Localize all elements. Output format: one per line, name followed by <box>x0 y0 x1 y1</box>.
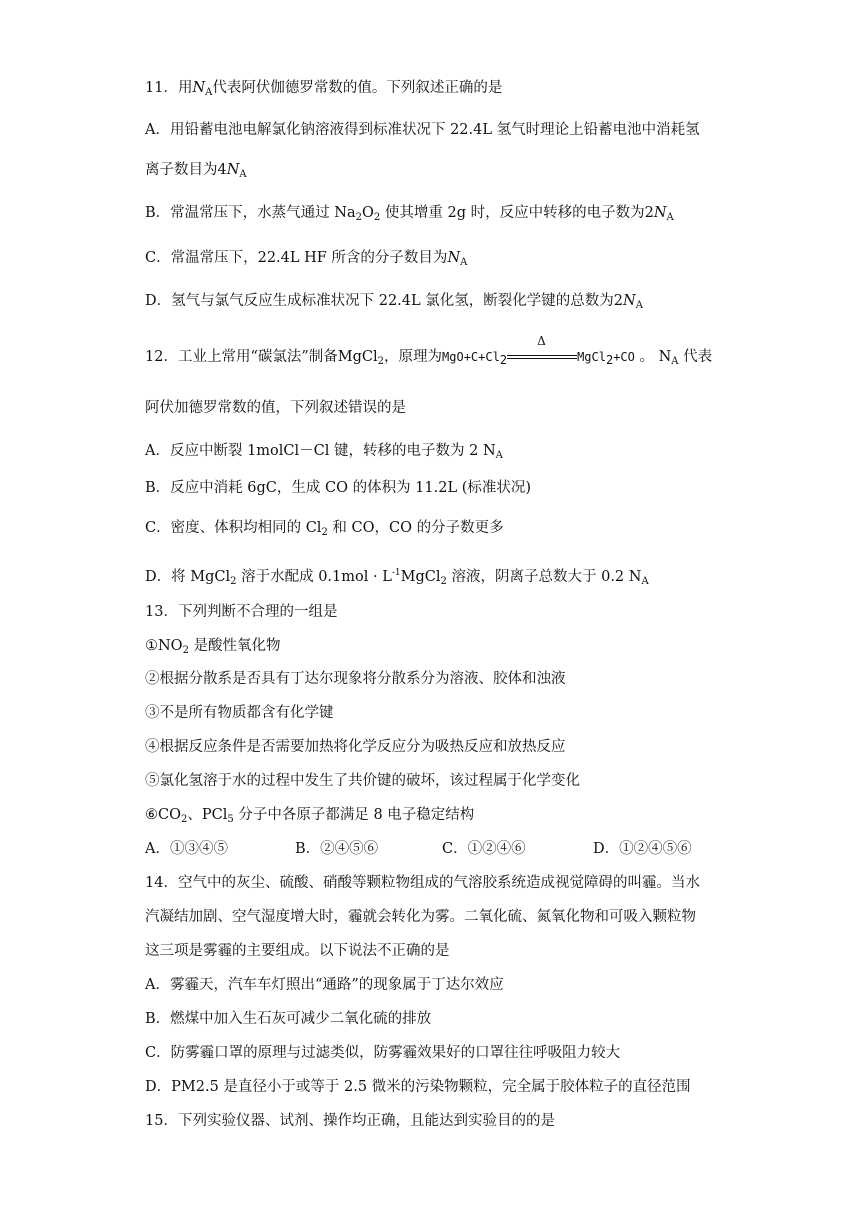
q11-c-text: C．常温常压下，22.4L HF 所含的分子数目为 <box>145 250 448 266</box>
q14-stem-line1: 14．空气中的灰尘、硫酸、硝酸等颗粒物组成的气溶胶系统造成视觉障碍的叫霾。当水 <box>145 875 700 891</box>
q13-choice-c: C．①②④⑥ <box>442 841 526 857</box>
q12-d-text3: MgCl <box>400 569 441 585</box>
q11-b-text2: O <box>361 205 374 221</box>
q12-option-c <box>145 518 504 543</box>
q15-stem: 15．下列实验仪器、试剂、操作均正确，且能达到实验目的的是 <box>145 1113 555 1129</box>
q11-stem-prefix: 11．用 <box>145 80 193 96</box>
q12-eq-bar-top <box>507 355 577 356</box>
q12-eq-right2: +CO <box>613 350 635 364</box>
q12-option-d <box>145 563 649 592</box>
q12-eq-bar-bottom <box>507 358 577 359</box>
q11-b-n: N <box>653 205 667 221</box>
q12-eq-right: MgCl <box>577 350 606 364</box>
q14-option-c: C．防雾霾口罩的原理与过滤类似，防雾霾效果好的口罩往往呼吸阻力较大 <box>145 1045 621 1061</box>
q13-item-5: ⑤氯化氢溶于水的过程中发生了共价键的破坏，该过程属于化学变化 <box>145 773 580 789</box>
q12-d-text1: D．将 MgCl <box>145 569 231 585</box>
q13-item6-text1: ⑥CO <box>145 807 181 823</box>
q11-na-subscript: A <box>205 87 213 98</box>
q12-eq-left-sub: 2 <box>499 353 508 367</box>
q14-option-d: D．PM2.5 是直径小于或等于 2.5 微米的污染物颗粒，完全属于胶体粒子的直径范围 <box>145 1079 691 1095</box>
q13-item-1 <box>145 636 281 661</box>
q12-option-b: B．反应中消耗 6gC，生成 CO 的体积为 11.2L (标准状况) <box>145 480 532 496</box>
q12-eq-right-sub: 2 <box>605 353 614 367</box>
q12-d-text4: 溶液，阴离子总数大于 0.2 N <box>446 569 642 585</box>
q13-item6-sub1: 2 <box>180 814 188 825</box>
q11-a-text: 离子数目为 <box>145 162 218 178</box>
q11-na-symbol: N <box>192 80 206 96</box>
q13-choice-a: A．①③④⑤ <box>145 841 228 857</box>
q11-c-n: N <box>447 250 461 266</box>
q13-item6-text2: 、PCl <box>187 807 228 823</box>
q12-delta-symbol: Δ <box>537 334 546 348</box>
q12-a-text: A．反应中断裂 1molCl－Cl 键，转移的电子数为 2 N <box>145 443 496 459</box>
q12-stem-text1: 12．工业上常用“碳氯法”制备 <box>145 349 338 365</box>
q14-option-a: A．雾霾天，汽车车灯照出“通路”的现象属于丁达尔效应 <box>145 977 504 993</box>
q11-b-sub1: 2 <box>355 212 362 223</box>
q12-stem-line2: 阿伏加德罗常数的值，下列叙述错误的是 <box>145 400 406 416</box>
q11-b-coef: 2 <box>644 205 654 221</box>
q13-item1-text1: ①NO <box>145 638 183 654</box>
q12-d-text2: 溶于水配成 0.1mol · L <box>236 569 392 585</box>
q12-c-text1: C．密度、体积均相同的 Cl <box>145 520 322 536</box>
q11-d-n: N <box>623 293 636 309</box>
q11-option-d <box>145 291 643 316</box>
q12-c-text2: 和 CO，CO 的分子数更多 <box>327 520 504 536</box>
q12-c-sub: 2 <box>321 527 328 538</box>
q11-b-sub3: A <box>666 212 674 223</box>
q13-item1-text2: 是酸性氧化物 <box>188 638 281 654</box>
q12-d-sub1: 2 <box>230 576 237 587</box>
q12-d-sub2: 2 <box>440 576 447 587</box>
q13-item6-text3: 分子中各原子都满足 8 电子稳定结构 <box>233 807 475 823</box>
q13-stem: 13．下列判断不合理的一组是 <box>145 604 338 620</box>
q13-choices <box>145 839 725 859</box>
q11-c-sub: A <box>460 257 468 268</box>
q11-a-coef: 4 <box>217 162 227 178</box>
q11-d-sub: A <box>635 300 643 311</box>
q14-stem-line2: 汽凝结加剧、空气湿度增大时，霾就会转化为雾。二氧化硫、氮氧化物和可吸入颗粒物 <box>145 909 696 925</box>
q13-item-4: ④根据反应条件是否需要加热将化学反应分为吸热反应和放热反应 <box>145 739 566 755</box>
q12-stem-text3: 。 N <box>634 349 672 365</box>
q12-a-sub: A <box>495 450 503 461</box>
q12-equals-arrow <box>507 334 577 367</box>
q14-stem-line3: 这三项是雾霾的主要组成。以下说法不正确的是 <box>145 943 450 959</box>
q11-option-b <box>145 203 674 228</box>
q13-choice-d: D．①②④⑤⑥ <box>593 841 692 857</box>
q13-choice-b: B．②④⑤⑥ <box>295 841 379 857</box>
q11-option-a-line1: A．用铅蓄电池电解氯化钠溶液得到标准状况下 22.4L 氢气时理论上铅蓄电池中消耗氢 <box>145 122 700 138</box>
q12-mgcl: MgCl <box>337 349 378 365</box>
q12-eq-left: MgO+C+Cl <box>442 350 500 364</box>
q11-stem <box>145 78 502 103</box>
q11-option-c <box>145 248 467 273</box>
q13-item6-sub2: 5 <box>227 814 234 825</box>
q13-item-6 <box>145 805 474 830</box>
q11-a-n: N <box>226 162 240 178</box>
q11-stem-suffix: 代表阿伏伽德罗常数的值。下列叙述正确的是 <box>212 80 503 96</box>
q11-b-sub2: 2 <box>373 212 381 223</box>
q11-a-sub: A <box>239 169 247 180</box>
q13-item-3: ③不是所有物质都含有化学键 <box>145 705 334 721</box>
q11-option-a-line2 <box>145 160 247 185</box>
q12-stem-line1 <box>145 334 713 372</box>
q11-b-text1: B．常温常压下，水蒸气通过 Na <box>145 205 356 221</box>
q12-d-sup: -1 <box>391 568 401 578</box>
q14-option-b: B．燃煤中加入生石灰可减少二氧化硫的排放 <box>145 1011 432 1027</box>
q12-na-sub: A <box>671 356 679 367</box>
q12-stem-text4: 代表 <box>678 349 713 365</box>
q13-item1-sub: 2 <box>182 645 189 656</box>
q11-d-text: D．氢气与氯气反应生成标准状况下 22.4L 氯化氢，断裂化学键的总数为 <box>145 293 614 309</box>
q12-option-a <box>145 441 503 466</box>
q13-item-2: ②根据分散系是否具有丁达尔现象将分散系分为溶液、胶体和浊液 <box>145 671 566 687</box>
q11-d-coef: 2 <box>613 293 623 309</box>
q12-stem-text2: ，原理为 <box>384 349 443 365</box>
q12-d-sub3: A <box>641 576 649 587</box>
q12-mgcl-sub: 2 <box>377 356 385 367</box>
q11-b-text3: 使其增重 2g 时，反应中转移的电子数为 <box>380 205 645 221</box>
